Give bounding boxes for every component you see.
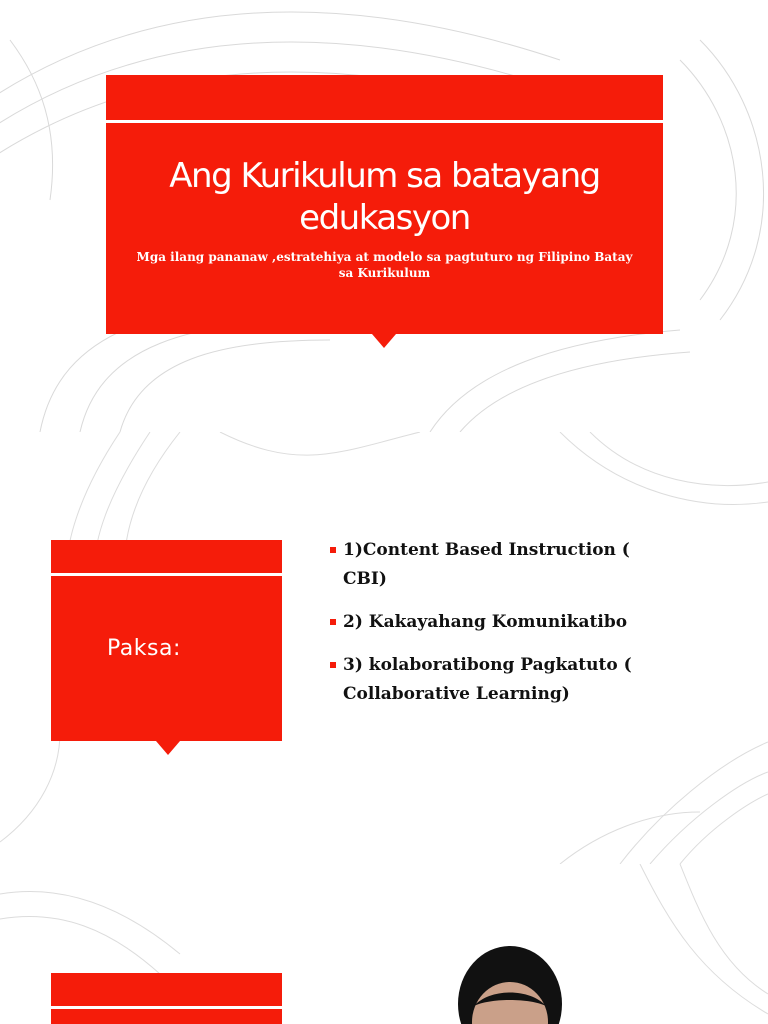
title-line-1: Ang Kurikulum sa batayang [169,156,600,196]
partial-red-box [51,973,282,1024]
banner-pointer [372,334,396,348]
bullet-icon [330,547,336,553]
bullet-icon [330,619,336,625]
person-photo [450,944,570,1024]
list-item [328,651,748,709]
slide-title [0,0,768,432]
topic-list [328,536,748,723]
topic-3-line-1: 3) kolaboratibong Pagkatuto ( [343,655,632,675]
list-item [328,536,748,594]
banner-divider [106,120,663,123]
paksa-pointer [156,741,180,755]
slide-subtitle [116,249,653,281]
slide-paksa [0,432,768,864]
topic-2-line-1: 2) Kakayahang Komunikatibo [343,612,628,632]
paksa-divider [51,573,282,576]
slide-title-text [106,155,663,239]
slide-partial [0,864,768,1024]
topic-3-line-2: Collaborative Learning) [343,684,570,704]
topic-1-line-2: CBI) [343,569,387,589]
title-line-2: edukasyon [299,198,470,238]
partial-divider [51,1006,282,1009]
subtitle-line-1: Mga ilang pananaw ,estratehiya at modelo sa pagtuturo ng Filipino Batay [136,250,633,264]
topic-1-line-1: 1)Content Based Instruction ( [343,540,630,560]
list-item [328,608,748,637]
subtitle-line-2: sa Kurikulum [338,266,431,280]
bullet-icon [330,662,336,668]
paksa-heading: Paksa: [107,636,181,661]
